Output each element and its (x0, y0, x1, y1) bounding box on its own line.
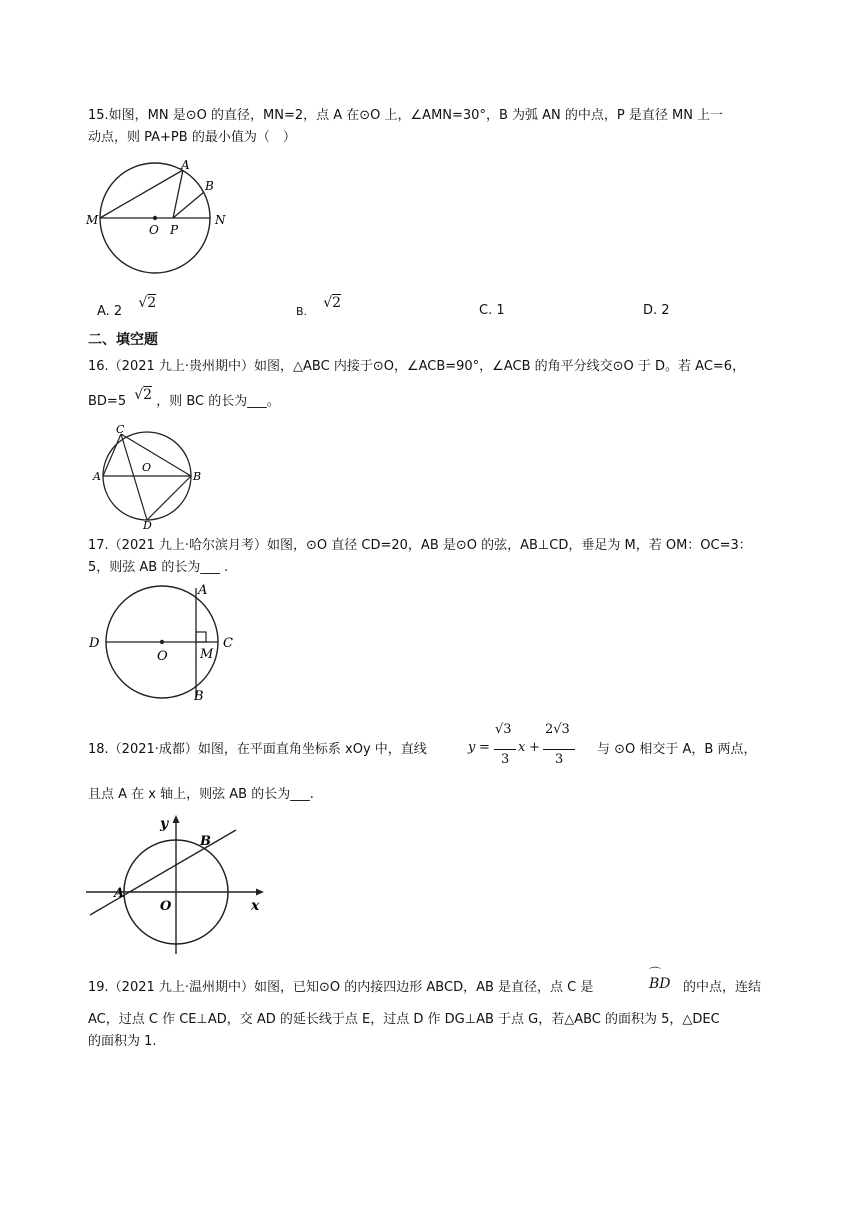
q15-label-n: N (215, 213, 226, 227)
q15-label-b: B (205, 179, 214, 193)
q18-prefix: 18.（2021·成都）如图，在平面直角坐标系 xOy 中，直线 (88, 742, 427, 757)
q19-line1-prefix: 19.（2021 九上·温州期中）如图，已知⊙O 的内接四边形 ABCD，AB 是直径，点 C 是 (88, 980, 594, 995)
q15-option-a (97, 295, 157, 322)
q15-label-p: P (170, 223, 179, 237)
q18-frac2-num: 2√3 (545, 722, 570, 737)
q15-option-b (296, 295, 342, 322)
q18-line2: 且点 A 在 x 轴上，则弦 AB 的长为___. (88, 787, 314, 802)
q18-label-b: B (200, 834, 211, 849)
q19-line2: AC，过点 C 作 CE⊥AD，交 AD 的延长线于点 E，过点 D 作 DG⊥AB 于点 G，若△ABC 的面积为 5，△DEC (88, 1012, 720, 1027)
q18-figure (84, 812, 274, 957)
q15-option-c: C. 1 (479, 303, 505, 318)
q17-line2: 5，则弦 AB 的长为___ . (88, 560, 229, 575)
q18-label-y: y (160, 816, 169, 832)
q19-line3: 的面积为 1. (88, 1034, 157, 1049)
q18-frac1-num: √3 (495, 722, 512, 737)
q16-line1: 16.（2021 九上·贵州期中）如图，△ABC 内接于⊙O，∠ACB=90°，∠ACB 的角平分线交⊙O 于 D。若 AC=6， (88, 359, 746, 374)
q17-label-d: D (89, 636, 100, 651)
q16-label-o: O (142, 461, 152, 474)
q15-option-a-prefix: A. 2 (97, 304, 123, 319)
q16-label-d: D (143, 519, 152, 530)
q18-label-o: O (160, 899, 172, 914)
q16-line2 (88, 387, 280, 412)
q17-figure (86, 580, 246, 705)
q15-option-b-sqrt: √2 (323, 295, 342, 311)
q16-sqrt: √2 (134, 387, 153, 403)
q18-eq-y: y (468, 740, 476, 755)
q18-label-x: x (251, 898, 260, 914)
q18-eq-plus: + (529, 740, 540, 755)
q15-option-b-prefix: B. (296, 305, 308, 318)
q19-arc-label: BD (649, 976, 671, 992)
q17-label-o: O (157, 649, 168, 664)
q15-line1: 15.如图，MN 是⊙O 的直径，MN=2，点 A 在⊙O 上，∠AMN=30°，B 为弧 AN 的中点，P 是直径 MN 上一 (88, 108, 724, 123)
q15-figure (84, 160, 229, 275)
q17-label-m: M (200, 647, 214, 662)
q18-frac2-den: 3 (555, 752, 564, 767)
q17-label-b: B (194, 689, 204, 704)
q15-line2: 动点，则 PA+PB 的最小值为（ ） (88, 130, 296, 145)
q18-label-a: A (114, 886, 125, 901)
q18-frac2-bar (543, 749, 575, 750)
q19-line1-suffix: 的中点，连结 (683, 980, 762, 995)
q18-frac1-den: 3 (501, 752, 510, 767)
q17-label-a: A (198, 583, 208, 598)
section-title: 二、填空题 (88, 332, 158, 348)
q19-arc-bd: ⌒ BD (649, 966, 671, 992)
q15-option-d: D. 2 (643, 303, 670, 318)
q18-eq-x: x (518, 740, 526, 755)
q15-label-o: O (149, 223, 159, 237)
q18-suffix: 与 ⊙O 相交于 A，B 两点， (597, 742, 757, 757)
q15-label-m: M (86, 213, 99, 227)
q15-option-a-sqrt: √2 (138, 295, 157, 311)
q16-bd-suffix: ，则 BC 的长为___。 (156, 394, 280, 409)
q18-eq-equals: = (479, 740, 490, 755)
q16-figure (92, 422, 202, 530)
q16-bd-prefix: BD=5 (88, 394, 127, 409)
q18-frac1-bar (494, 749, 516, 750)
q16-label-a: A (93, 470, 101, 483)
q16-label-b: B (193, 470, 202, 483)
q15-label-a: A (181, 160, 190, 172)
q16-label-c: C (116, 423, 125, 436)
q17-label-c: C (223, 636, 233, 651)
q17-line1: 17.（2021 九上·哈尔滨月考）如图，⊙O 直径 CD=20，AB 是⊙O 的弦，AB⊥CD，垂足为 M，若 OM：OC=3： (88, 538, 752, 553)
